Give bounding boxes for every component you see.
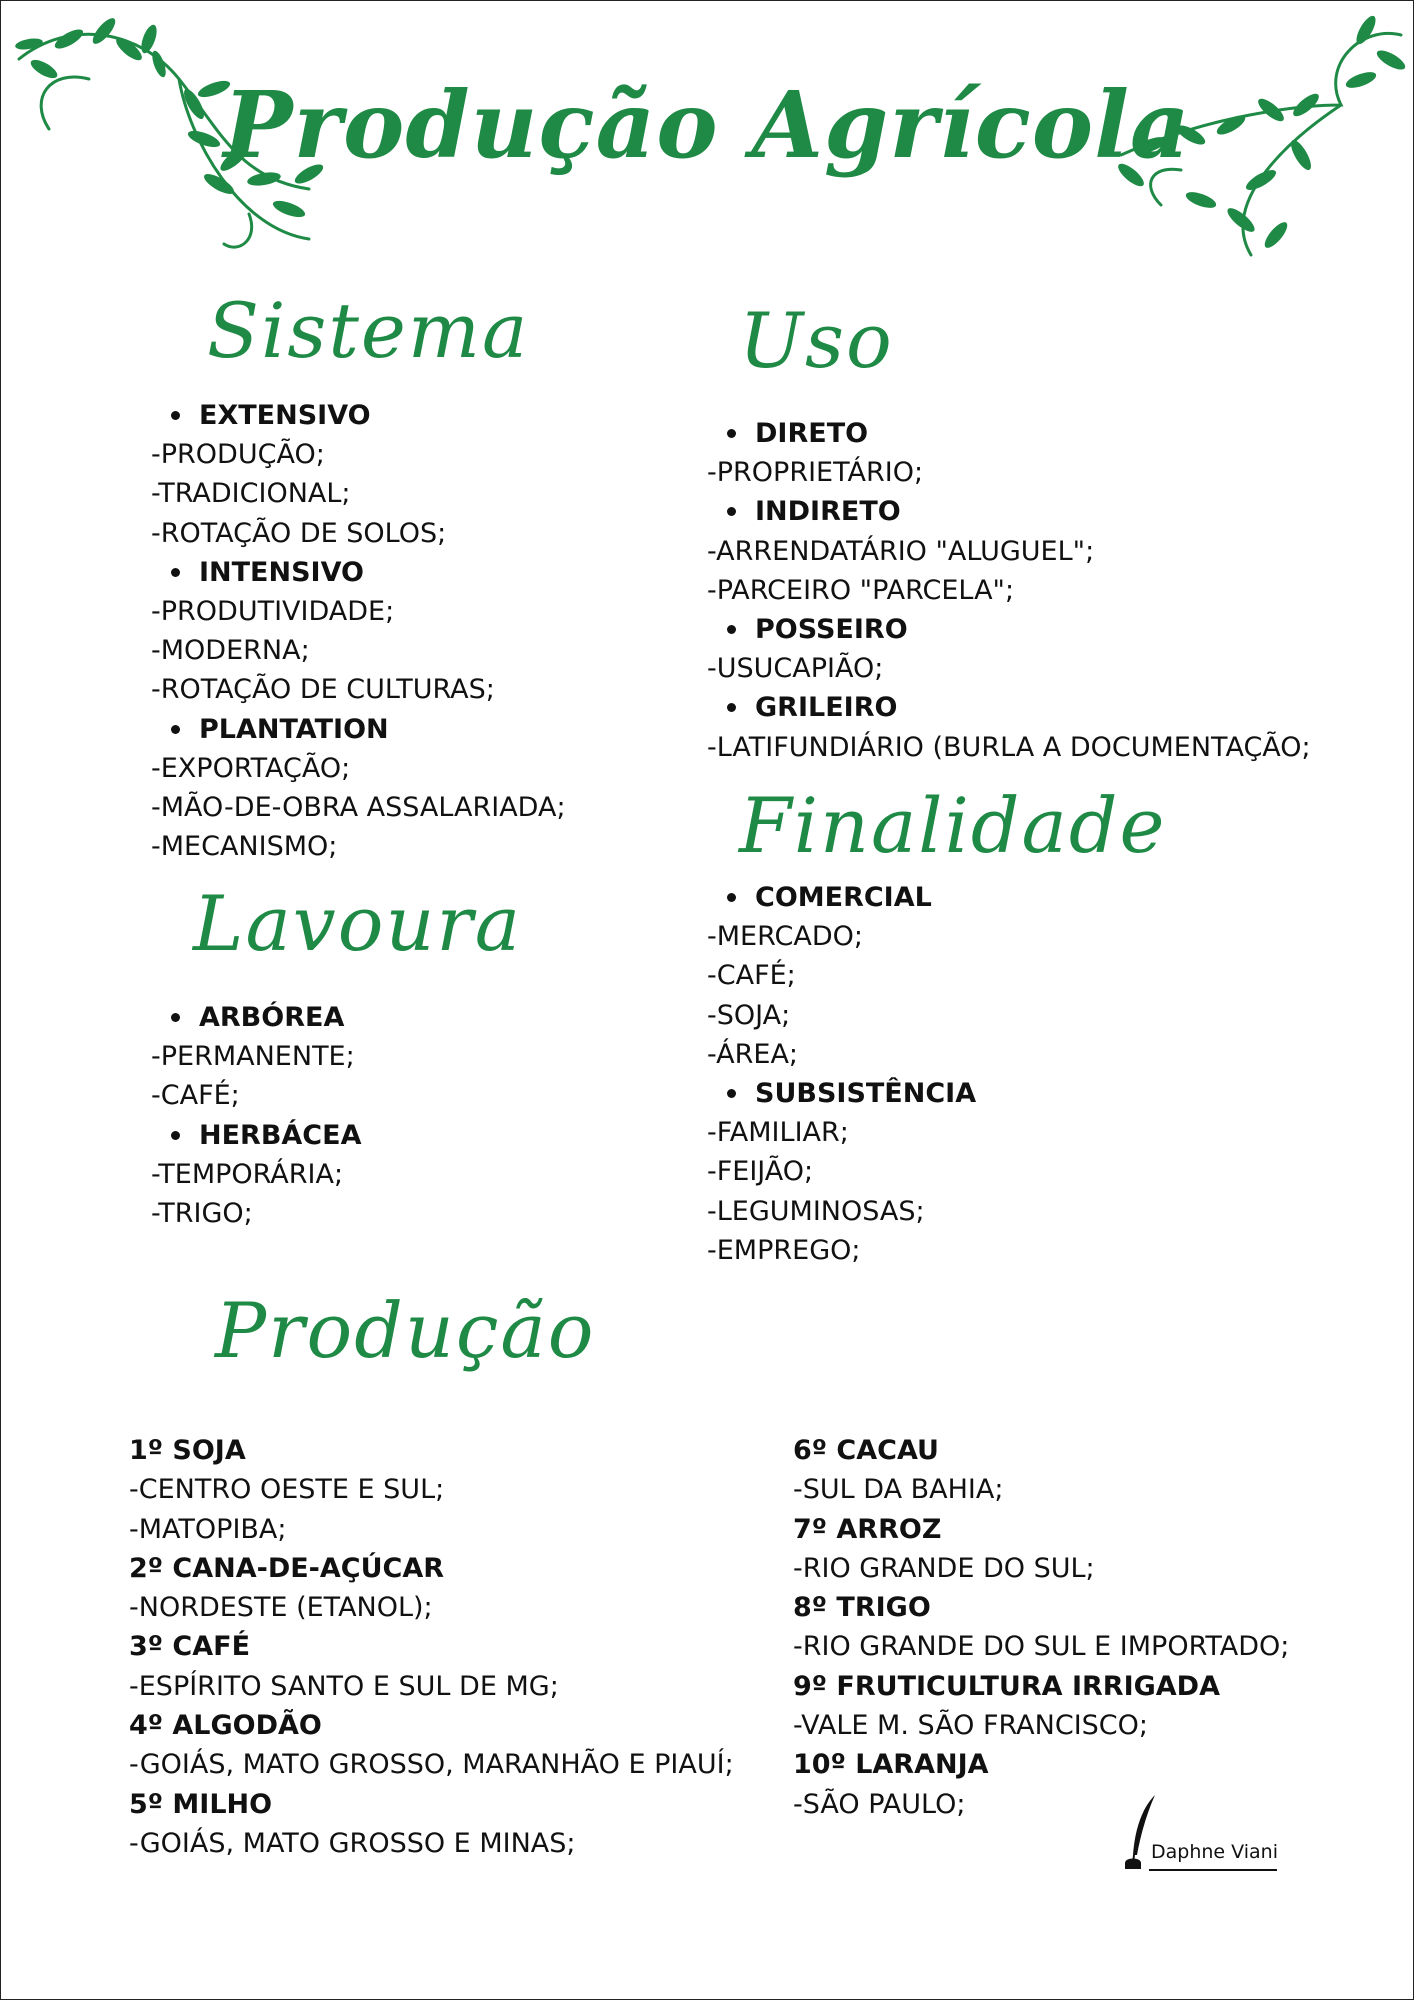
crop-region-item: -ESPÍRITO SANTO E SUL DE MG; [129,1670,559,1702]
finalidade-item: -FEIJÃO; [707,1156,814,1188]
producao-left-list [129,1431,734,1863]
uso-item: -USUCAPIÃO; [707,653,884,685]
crop-region-item: -GOIÁS, MATO GROSSO E MINAS; [129,1827,576,1859]
sistema-bullet-1: INTENSIVO [151,553,566,592]
crop-rank-heading: 8º TRIGO [793,1592,931,1624]
finalidade-item: -MERCADO; [707,921,863,953]
lavoura-bullet-1: HERBÁCEA [151,1116,361,1155]
crop-rank-heading: 4º ALGODÃO [129,1710,322,1742]
finalidade-item: -CAFÉ; [707,960,796,992]
uso-bullet-1: INDIRETO [707,492,1311,531]
finalidade-item: -FAMILIAR; [707,1117,849,1149]
crop-rank-heading: 3º CAFÉ [129,1631,251,1663]
uso-heading: Uso [739,296,894,385]
crop-region-item: -VALE M. SÃO FRANCISCO; [793,1710,1149,1742]
uso-bullet-0: DIRETO [707,414,1311,453]
sistema-item: -MÃO-DE-OBRA ASSALARIADA; [151,792,566,824]
finalidade-item: -ÁREA; [707,1038,799,1070]
lavoura-item: -TEMPORÁRIA; [151,1158,344,1190]
crop-region-item: -CENTRO OESTE E SUL; [129,1474,445,1506]
lavoura-list [151,998,361,1233]
sistema-item: -PRODUTIVIDADE; [151,596,395,628]
crop-region-item: -SÃO PAULO; [793,1788,966,1820]
lavoura-heading: Lavoura [193,879,523,968]
page-title: Produção Agrícola [223,71,1191,179]
crop-region-item: -SUL DA BAHIA; [793,1474,1004,1506]
crop-region-item: -GOIÁS, MATO GROSSO, MARANHÃO E PIAUÍ; [129,1749,734,1781]
crop-rank-heading: 7º ARROZ [793,1513,942,1545]
producao-right-list [793,1431,1289,1824]
finalidade-item: -SOJA; [707,999,791,1031]
finalidade-list [707,878,976,1270]
uso-bullet-2: POSSEIRO [707,610,1311,649]
sistema-item: -PRODUÇÃO; [151,439,325,471]
uso-item: -PARCEIRO "PARCELA"; [707,574,1015,606]
uso-item: -LATIFUNDIÁRIO (BURLA A DOCUMENTAÇÃO; [707,731,1311,763]
sistema-item: -ROTAÇÃO DE CULTURAS; [151,674,495,706]
finalidade-item: -EMPREGO; [707,1234,861,1266]
lavoura-item: -TRIGO; [151,1198,253,1230]
sistema-item: -EXPORTAÇÃO; [151,752,351,784]
crop-region-item: -RIO GRANDE DO SUL; [793,1552,1095,1584]
lavoura-item: -PERMANENTE; [151,1041,355,1073]
uso-item: -ARRENDATÁRIO "ALUGUEL"; [707,535,1095,567]
producao-heading: Produção [215,1286,596,1375]
sistema-item: -MODERNA; [151,635,310,667]
lavoura-bullet-0: ARBÓREA [151,998,361,1037]
crop-rank-heading: 10º LARANJA [793,1749,989,1781]
crop-rank-heading: 5º MILHO [129,1788,273,1820]
sistema-item: -ROTAÇÃO DE SOLOS; [151,517,447,549]
finalidade-item: -LEGUMINOSAS; [707,1195,925,1227]
sistema-item: -TRADICIONAL; [151,478,351,510]
crop-rank-heading: 6º CACAU [793,1435,939,1466]
signature-underline [1149,1869,1277,1871]
finalidade-heading: Finalidade [739,781,1167,870]
finalidade-bullet-1: SUBSISTÊNCIA [707,1074,976,1113]
finalidade-bullet-0: COMERCIAL [707,878,976,917]
lavoura-item: -CAFÉ; [151,1080,240,1112]
uso-list [707,414,1311,767]
crop-rank-heading: 2º CANA-DE-AÇÚCAR [129,1552,445,1584]
sistema-item: -MECANISMO; [151,831,338,863]
sistema-list [151,396,566,866]
sistema-bullet-0: EXTENSIVO [151,396,566,435]
sistema-bullet-2: PLANTATION [151,710,566,749]
signature-name: Daphne Viani [1151,1841,1278,1863]
uso-bullet-3: GRILEIRO [707,688,1311,727]
signature [1121,1793,1281,1875]
crop-rank-heading: 9º FRUTICULTURA IRRIGADA [793,1670,1220,1702]
crop-region-item: -MATOPIBA; [129,1513,287,1545]
crop-rank-heading: 1º SOJA [129,1435,246,1466]
crop-region-item: -NORDESTE (ETANOL); [129,1592,433,1624]
uso-item: -PROPRIETÁRIO; [707,457,924,489]
sistema-heading: Sistema [207,286,530,375]
crop-region-item: -RIO GRANDE DO SUL E IMPORTADO; [793,1631,1290,1663]
